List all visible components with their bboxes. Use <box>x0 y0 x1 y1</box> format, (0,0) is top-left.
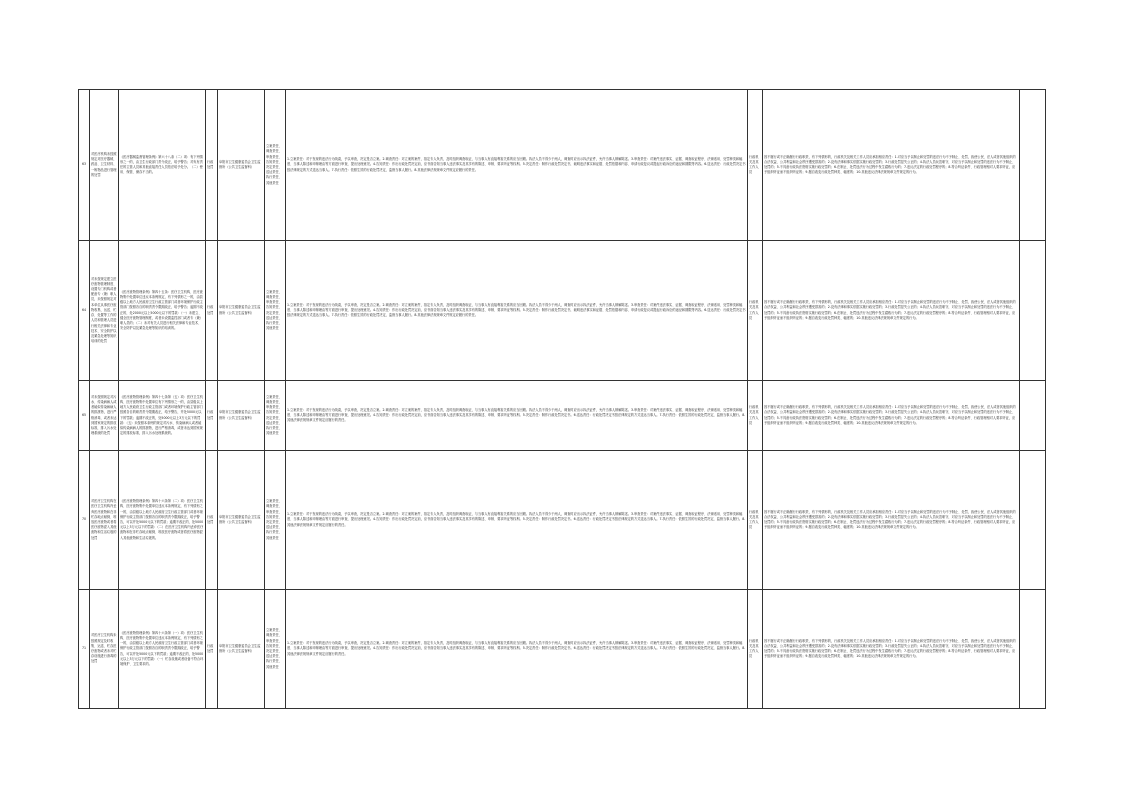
row-number: 71 <box>79 590 90 709</box>
item-type: 行政处罚 <box>206 90 218 241</box>
accountable-party: 行政机关及其工作人员 <box>748 381 763 451</box>
table-body <box>79 90 1046 709</box>
item-name: 对未按照规定对污水、传染病病人或者疑似传染病病人的排泄物，进行严格消毒，或者未达到国家规定的排放标准，排入污水处理系统的处罚 <box>90 381 119 451</box>
remarks-cell <box>1020 590 1046 709</box>
implementing-agency: 阜阳市卫生健康委员会卫生监督所（公共卫生监督科） <box>218 451 265 590</box>
item-name: 对医疗机构未按照规定对医疗器械、药品、卫生材料、一般物品进行管理的处罚 <box>90 90 119 241</box>
item-name: 对医疗卫生机构在医疗卫生机构内丢弃医疗废物和在非贮存地点倾倒、堆放医疗废物或者将医疗废物混入其他废物和生活垃圾的处罚 <box>90 451 119 590</box>
implementing-agency: 阜阳市卫生健康委员会卫生监督所（公共卫生监督科） <box>218 90 265 241</box>
item-type: 行政处罚 <box>206 381 218 451</box>
remarks-cell <box>1020 381 1046 451</box>
implementing-agency: 阜阳市卫生健康委员会卫生监督所（公共卫生监督科） <box>218 381 265 451</box>
accountability-situations: 因不履行或不正确履行行政职责，有下列情形的，行政机关及相关工作人员应承担相应责任：1.对应当予以制止和处罚的违法行为不予制止、处罚，致使公民、法人或者其他组织的合法权益、公共利益和社会秩序遭受损害的；2.没有法律和事实依据实施行政处罚的；3.行政处罚显失公正的；4.执法人员玩忽职守，对应当予以制止和处罚的违法行为不予制止、处罚的；5.不具备行政执法资格实施行政处罚的；6.在制止、处罚违法行为过程中发生腐败行为的；7.违反法定的行政处罚程序的；8.符合听证条件、行政管理相对人要求听证，应予组织听证而不组织听证的；9.擅自改变行政处罚种类、幅度的；10.其他违反法律法规规章文件规定的行为。 <box>763 590 1020 709</box>
item-name: 对未按规定建立医疗废物管理制度、设置专门机构或者配备专（兼）职人员，未按照规定对本单位从事医疗废物收集、运送、贮存、处置等工作的人员和管理人员进行相关法律和专业技术、安全防护以及紧急处理等知识培训的处罚 <box>90 241 119 381</box>
responsible-subject: 立案责任、调查责任、审查责任、告知责任、决定责任、送达责任、执行责任、其他责任 <box>265 590 286 709</box>
item-type: 行政处罚 <box>206 451 218 590</box>
responsible-subject: 立案责任、调查责任、审查责任、告知责任、决定责任、送达责任、执行责任、其他责任 <box>265 451 286 590</box>
row-number: 63 <box>79 90 90 241</box>
responsible-subject: 立案责任、调查责任、审查责任、告知责任、决定责任、送达责任、执行责任、其他责任 <box>265 90 286 241</box>
duty-description: 1.立案责任：对于发现的违法行为线索，予以审查，决定是否立案。2.调查责任：对立案的案件，指定专人负责，及时组织调查取证，与当事人有直接利害关系的应当回避。执法人员不得少于两人，调查时应出示执法证件，允许当事人辩解陈述。3.审查责任：对案件违法事实、证据、调查取证程序、法律适用、处罚种类和幅度、当事人陈述和申辩理由等方面进行审查，提出处理意见。4.告知责任：作出行政处罚决定前，应书面告知当事人违法事实及其享有的陈述、申辩、要求听证等权利。5.决定责任：制作行政处罚决定书。6.送达责任：行政处罚决定书按法律规定的方式送达当事人。7.执行责任：依照生效的行政处罚决定，监督当事人履行。8.其他法律法规规章文件规定应履行的责任。 <box>286 381 748 451</box>
duty-description: 1.立案责任：对于发现的违法行为线索，予以审查，决定是否立案。2.调查责任：对立案的案件，指定专人负责，及时组织调查取证，与当事人有直接利害关系的应当回避。执法人员不得少于两人，调查时应出示执法证件，允许当事人辩解陈述。3.审查责任：对案件违法事实、证据、调查取证程序、法律适用、处罚种类和幅度、当事人陈述和申辩理由等方面进行审查，提出处理意见。4.告知责任：作出行政处罚决定前，应书面告知当事人违法事实及其享有的陈述、申辩、要求听证等权利。5.决定责任：制作行政处罚决定书。6.送达责任：行政处罚决定书按法律规定的方式送达当事人。7.执行责任：依照生效的行政处罚决定，监督当事人履行。8.其他法律法规规章文件规定应履行的责任。 <box>286 451 748 590</box>
duty-description: 1.立案责任：对于发现的违法行为线索，予以审查，决定是否立案。2.调查责任：对立案的案件，指定专人负责，及时组织调查取证，与当事人有直接利害关系的应当回避。执法人员不得少于两人，调查时应出示执法证件，允许当事人辩解陈述。3.审查责任：对案件违法事实、证据、调查取证程序、法律适用、处罚种类和幅度、当事人陈述和申辩理由等方面进行审查，提出处理意见。4.告知责任：作出行政处罚决定前，应书面告知当事人违法事实及其享有的陈述、申辩、要求听证等权利。5.决定责任：制作行政处罚决定书，载明违法事实和证据、处罚依据和内容、申请行政复议或提起行政诉讼的途径和期限等内容。6.送达责任：行政处罚决定书按法律规定的方式送达当事人。7.执行责任：依照生效的行政处罚决定，监督当事人履行。8.其他法律法规规章文件规定应履行的责任。 <box>286 241 748 381</box>
implementing-agency: 阜阳市卫生健康委员会卫生监督所（公共卫生监督科） <box>218 590 265 709</box>
item-name: 对医疗卫生机构未按照规定及时收集、运送、贮存医疗废物或者未对贮存设施进行消毒的处罚 <box>90 590 119 709</box>
legal-basis: 《医疗废物管理条例》第四十六条第（一）项：医疗卫生机构、医疗废物集中处置单位违反本条例规定，有下列情形之一的，由县级以上地方人民政府卫生行政主管部门或者环境保护行政主管部门按照各自的职责责令限期改正，给予警告，可以并处5000元以下的罚款；逾期不改正的，处5000元以上3万元以下的罚款：（一）贮存设施或者设备不符合环境保护、卫生要求的。 <box>119 590 206 709</box>
accountable-party: 行政机关及其工作人员 <box>748 90 763 241</box>
table-row <box>79 381 1046 451</box>
row-number: 64 <box>79 241 90 381</box>
item-type: 行政处罚 <box>206 590 218 709</box>
accountability-situations: 因不履行或不正确履行行政职责，有下列情形的，行政机关及相关工作人员应承担相应责任：1.对应当予以制止和处罚的违法行为不予制止、处罚，致使公民、法人或者其他组织的合法权益、公共利益和社会秩序遭受损害的；2.没有法律和事实依据实施行政处罚的；3.行政处罚显失公正的；4.执法人员玩忽职守，对应当予以制止和处罚的违法行为不予制止、处罚的；5.不具备行政执法资格实施行政处罚的；6.在制止、处罚违法行为过程中发生腐败行为的；7.违反法定的行政处罚程序的；8.符合听证条件、行政管理相对人要求听证，应予组织听证而不组织听证的；9.擅自改变行政处罚种类、幅度的；10.其他违反法律法规规章文件规定的行为。 <box>763 241 1020 381</box>
implementing-agency: 阜阳市卫生健康委员会卫生监督所（公共卫生监督科） <box>218 241 265 381</box>
legal-basis: 《医疗废物管理条例》第四十七条第（五）项：医疗卫生机构、医疗废物集中处置单位有下列情形之一的，由县级以上地方人民政府卫生行政主管部门或者环境保护行政主管部门按照各自的职责责令限期改正，给予警告，并处5000元以下的罚款；逾期不改正的，处5000元以上3万元以下的罚款：（五）未按照本条例的规定对污水、传染病病人或者疑似传染病病人的排泄物，进行严格消毒，或者未达到国家规定的排放标准，排入污水处理系统的。 <box>119 381 206 451</box>
remarks-cell <box>1020 90 1046 241</box>
table-row <box>79 241 1046 381</box>
accountable-party: 行政机关及其工作人员 <box>748 590 763 709</box>
row-number: 65 <box>79 381 90 451</box>
row-number: 70 <box>79 451 90 590</box>
responsible-subject: 立案责任、调查责任、审查责任、告知责任、决定责任、送达责任、执行责任、其他责任 <box>265 381 286 451</box>
accountable-party: 行政机关及其工作人员 <box>748 451 763 590</box>
duty-description: 1.立案责任：对于发现的违法行为线索，予以审查，决定是否立案。2.调查责任：对立案的案件，指定专人负责，及时组织调查取证，与当事人有直接利害关系的应当回避。执法人员不得少于两人，调查时应出示执法证件，允许当事人辩解陈述。3.审查责任：对案件违法事实、证据、调查取证程序、法律适用、处罚种类和幅度、当事人陈述和申辩理由等方面进行审查，提出处理意见。4.告知责任：作出行政处罚决定前，应书面告知当事人违法事实及其享有的陈述、申辩、要求听证等权利。5.决定责任：制作行政处罚决定书。6.送达责任：行政处罚决定书按法律规定的方式送达当事人。7.执行责任：依照生效的行政处罚决定，监督当事人履行。8.其他法律法规规章文件规定应履行的责任。 <box>286 590 748 709</box>
accountable-party: 行政机关及其工作人员 <box>748 241 763 381</box>
remarks-cell <box>1020 451 1046 590</box>
remarks-cell <box>1020 241 1046 381</box>
legal-basis: 《医疗废物管理条例》第四十五条：医疗卫生机构、医疗废物集中处置单位违反本条例规定，有下列情形之一的，由县级以上地方人民政府卫生行政主管部门或者环境保护行政主管部门按照各自的职责责令限期改正，给予警告；逾期不改正的，处2000元以上5000元以下的罚款：（一）未建立、健全医疗废物管理制度，或者未设置监控部门或者专（兼）职人员的；（二）未对有关人员进行相关法律和专业技术、安全防护以及紧急处理等知识的培训的。 <box>119 241 206 381</box>
item-type: 行政处罚 <box>206 241 218 381</box>
table-row <box>79 451 1046 590</box>
accountability-situations: 因不履行或不正确履行行政职责，有下列情形的，行政机关及相关工作人员应承担相应责任：1.对应当予以制止和处罚的违法行为不予制止、处罚，致使公民、法人或者其他组织的合法权益、公共利益和社会秩序遭受损害的；2.没有法律和事实依据实施行政处罚的；3.行政处罚显失公正的；4.执法人员玩忽职守，对应当予以制止和处罚的违法行为不予制止、处罚的；5.不具备行政执法资格实施行政处罚的；6.在制止、处罚违法行为过程中发生腐败行为的；7.违反法定的行政处罚程序的；8.符合听证条件、行政管理相对人要求听证，应予组织听证而不组织听证的；9.擅自改变行政处罚种类、幅度的；10.其他违反法律法规规章文件规定的行为。 <box>763 451 1020 590</box>
duty-list-table <box>78 89 1046 709</box>
legal-basis: 《医疗废物管理条例》第四十六条第（二）项：医疗卫生机构、医疗废物集中处置单位违反本条例规定，有下列情形之一的，由县级以上地方人民政府卫生行政主管部门或者环境保护行政主管部门按照各自的职责责令限期改正，给予警告，可以并处5000元以下的罚款；逾期不改正的，处5000元以上3万元以下的罚款：（二）在医疗卫生机构内丢弃医疗废物和在非贮存地点倾倒、堆放医疗废物或者将医疗废物混入其他废物和生活垃圾的。 <box>119 451 206 590</box>
responsible-subject: 立案责任、调查责任、审查责任、告知责任、决定责任、送达责任、执行责任、其他责任 <box>265 241 286 381</box>
accountability-situations: 因不履行或不正确履行行政职责，有下列情形的，行政机关及相关工作人员应承担相应责任：1.对应当予以制止和处罚的违法行为不予制止、处罚，致使公民、法人或者其他组织的合法权益、公共利益和社会秩序遭受损害的；2.没有法律和事实依据实施行政处罚的；3.行政处罚显失公正的；4.执法人员玩忽职守，对应当予以制止和处罚的违法行为不予制止、处罚的；5.不具备行政执法资格实施行政处罚的；6.在制止、处罚违法行为过程中发生腐败行为的；7.违反法定的行政处罚程序的；8.符合听证条件、行政管理相对人要求听证，应予组织听证而不组织听证的；9.擅自改变行政处罚种类、幅度的；10.其他违反法律法规规章文件规定的行为。 <box>763 381 1020 451</box>
table-row <box>79 590 1046 709</box>
table-row <box>79 90 1046 241</box>
legal-basis: 《医疗器械监督管理条例》第六十八条（二）项：有下列情形之一的，由卫生行政部门责令改正，给予警告；对负有责任的主管人员和其他直接责任人员依法给予处分。（二）使用、保管、储存不当的。 <box>119 90 206 241</box>
duty-description: 1.立案责任：对于发现的违法行为线索，予以审查，决定是否立案。2.调查责任：对立案的案件，指定专人负责，及时组织调查取证，与当事人有直接利害关系的应当回避。执法人员不得少于两人，调查时应出示执法证件，允许当事人辩解陈述。3.审查责任：对案件违法事实、证据、调查取证程序、法律适用、处罚种类和幅度、当事人陈述和申辩理由等方面进行审查，提出处理意见。4.告知责任：作出行政处罚决定前，应书面告知当事人违法事实及其享有的陈述、申辩、要求听证等权利。5.决定责任：制作行政处罚决定书，载明违法事实和证据、处罚依据和内容、申请行政复议或提起行政诉讼的途径和期限等内容。6.送达责任：行政处罚决定书按法律规定的方式送达当事人。7.执行责任：依照生效的行政处罚决定，监督当事人履行。8.其他法律法规规章文件规定应履行的责任。 <box>286 90 748 241</box>
accountability-situations: 因不履行或不正确履行行政职责，有下列情形的，行政机关及相关工作人员应承担相应责任：1.对应当予以制止和处罚的违法行为不予制止、处罚，致使公民、法人或者其他组织的合法权益、公共利益和社会秩序遭受损害的；2.没有法律和事实依据实施行政处罚的；3.行政处罚显失公正的；4.执法人员玩忽职守，对应当予以制止和处罚的违法行为不予制止、处罚的；5.不具备行政执法资格实施行政处罚的；6.在制止、处罚违法行为过程中发生腐败行为的；7.违反法定的行政处罚程序的；8.符合听证条件、行政管理相对人要求听证，应予组织听证而不组织听证的；9.擅自改变行政处罚种类、幅度的；10.其他违反法律法规规章文件规定的行为。 <box>763 90 1020 241</box>
